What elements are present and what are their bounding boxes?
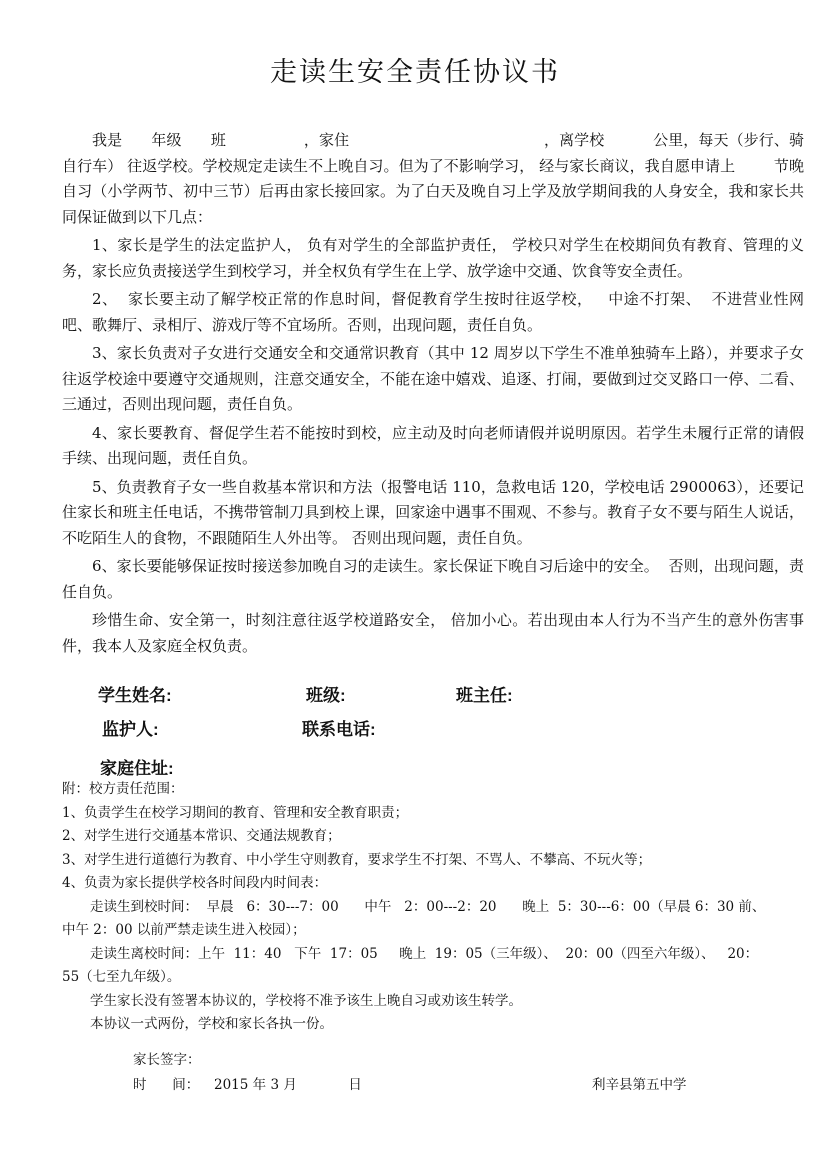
appendix-item: 3、对学生进行道德行为教育、中小学生守则教育，要求学生不打架、不骂人、不攀高、不玩火等； — [62, 851, 652, 868]
phone-label: 联系电话: — [302, 720, 376, 739]
arrival-times-cont: 中午 2：00 以前严禁走读生进入校园）； — [62, 922, 306, 938]
note-unsigned: 学生家长没有签署本协议的，学校将不准予该生上晚自习或劝该生转学。 — [90, 992, 522, 1009]
closing-paragraph: 珍惜生命、安全第一，时刻注意往返学校道路安全， 倍加小心。若出现由本人行为不当产生的意外伤害事件，我本人及家庭全权负责。 — [62, 611, 804, 655]
date-label: 时 间： — [133, 1077, 200, 1093]
intro-paragraph: 我是 年级 班 ，家住 ，离学校 公里，每天（步行、骑自行车） 往返学校。学校规定走读生不上晚自习。但为了不影响学习， 经与家长商议，我自愿申请上 节晚自习（小学两节、初中三节）后再由家长接回家。为了白天及晚自习上学及放学期间我的人身安全，我和家长共同保证做到以下几点： — [62, 131, 804, 226]
agreement-body — [62, 128, 804, 662]
departure-times-cont: 55（七至九年级）。 — [62, 969, 181, 985]
clause-4: 4、家长要教育、督促学生若不能按时到校，应主动及时向老师请假并说明原因。若学生未履行正常的请假手续、出现问题，责任自负。 — [62, 423, 804, 467]
arrival-times: 走读生到校时间： 早晨 6：30---7：00 中午 2：00---2：20 晚上 5：30---6：00（早晨 6：30 前、 — [90, 898, 766, 915]
appendix-item: 2、对学生进行交通基本常识、交通法规教育； — [62, 828, 341, 844]
address-label: 家庭住址: — [100, 759, 174, 778]
parent-signature-label: 家长签字： — [133, 1052, 201, 1068]
clause-3: 3、家长负责对子女进行交通安全和交通常识教育（其中 12 周岁以下学生不准单独骑车上路），并要求子女往返学校途中要遵守交通规则，注意交通安全，不能在途中嬉戏、追逐、打闹，要做到过交叉路口一停、二看、三通过，否则出现问题，责任自负。 — [62, 344, 804, 413]
appendix-heading: 附：校方责任范围： — [62, 781, 184, 797]
document-title: 走读生安全责任协议书 — [270, 57, 560, 88]
clause-6: 6、家长要能够保证按时接送参加晚自习的走读生。家长保证下晚自习后途中的安全。 否则，出现问题，责任自负。 — [62, 557, 804, 601]
note-copies: 本协议一式两份，学校和家长各执一份。 — [90, 1016, 333, 1032]
head-teacher-label: 班主任: — [456, 686, 513, 705]
class-label: 班级: — [306, 686, 346, 705]
date-value: 2015 年 3 月 日 — [214, 1077, 362, 1093]
guardian-label: 监护人: — [102, 720, 159, 739]
school-name: 利辛县第五中学 — [592, 1077, 687, 1093]
appendix-item: 4、负责为家长提供学校各时间段内时间表： — [62, 875, 328, 891]
clause-2: 2、 家长要主动了解学校正常的作息时间，督促教育学生按时往返学校， 中途不打架、 不进营业性网吧、歌舞厅、录相厅、游戏厅等不宜场所。否则，出现问题，责任自负。 — [62, 290, 804, 334]
clause-5: 5、负责教育子女一些自救基本常识和方法（报警电话 110，急救电话 120，学校电话 2900063），还要记住家长和班主任电话，不携带管制刀具到校上课，回家途中遇事不围观、不参与。教育子女不要与陌生人说话，不吃陌生人的食物，不跟随陌生人外出等。 否则出现问题，责任自负。 — [62, 477, 804, 547]
departure-times: 走读生离校时间：上午 11：40 下午 17：05 晚上 19：05（三年级）、 20：00（四至六年级）、 20： — [90, 945, 759, 962]
student-name-label: 学生姓名: — [98, 686, 172, 705]
appendix-item: 1、负责学生在校学习期间的教育、管理和安全教育职责； — [62, 804, 409, 821]
appendix — [62, 778, 804, 1037]
clause-1: 1、家长是学生的法定监护人， 负有对学生的全部监护责任， 学校只对学生在校期间负有教育、管理的义务，家长应负责接送学生到校学习，并全权负有学生在上学、放学途中交通、饮食等安全责任。 — [62, 236, 804, 280]
